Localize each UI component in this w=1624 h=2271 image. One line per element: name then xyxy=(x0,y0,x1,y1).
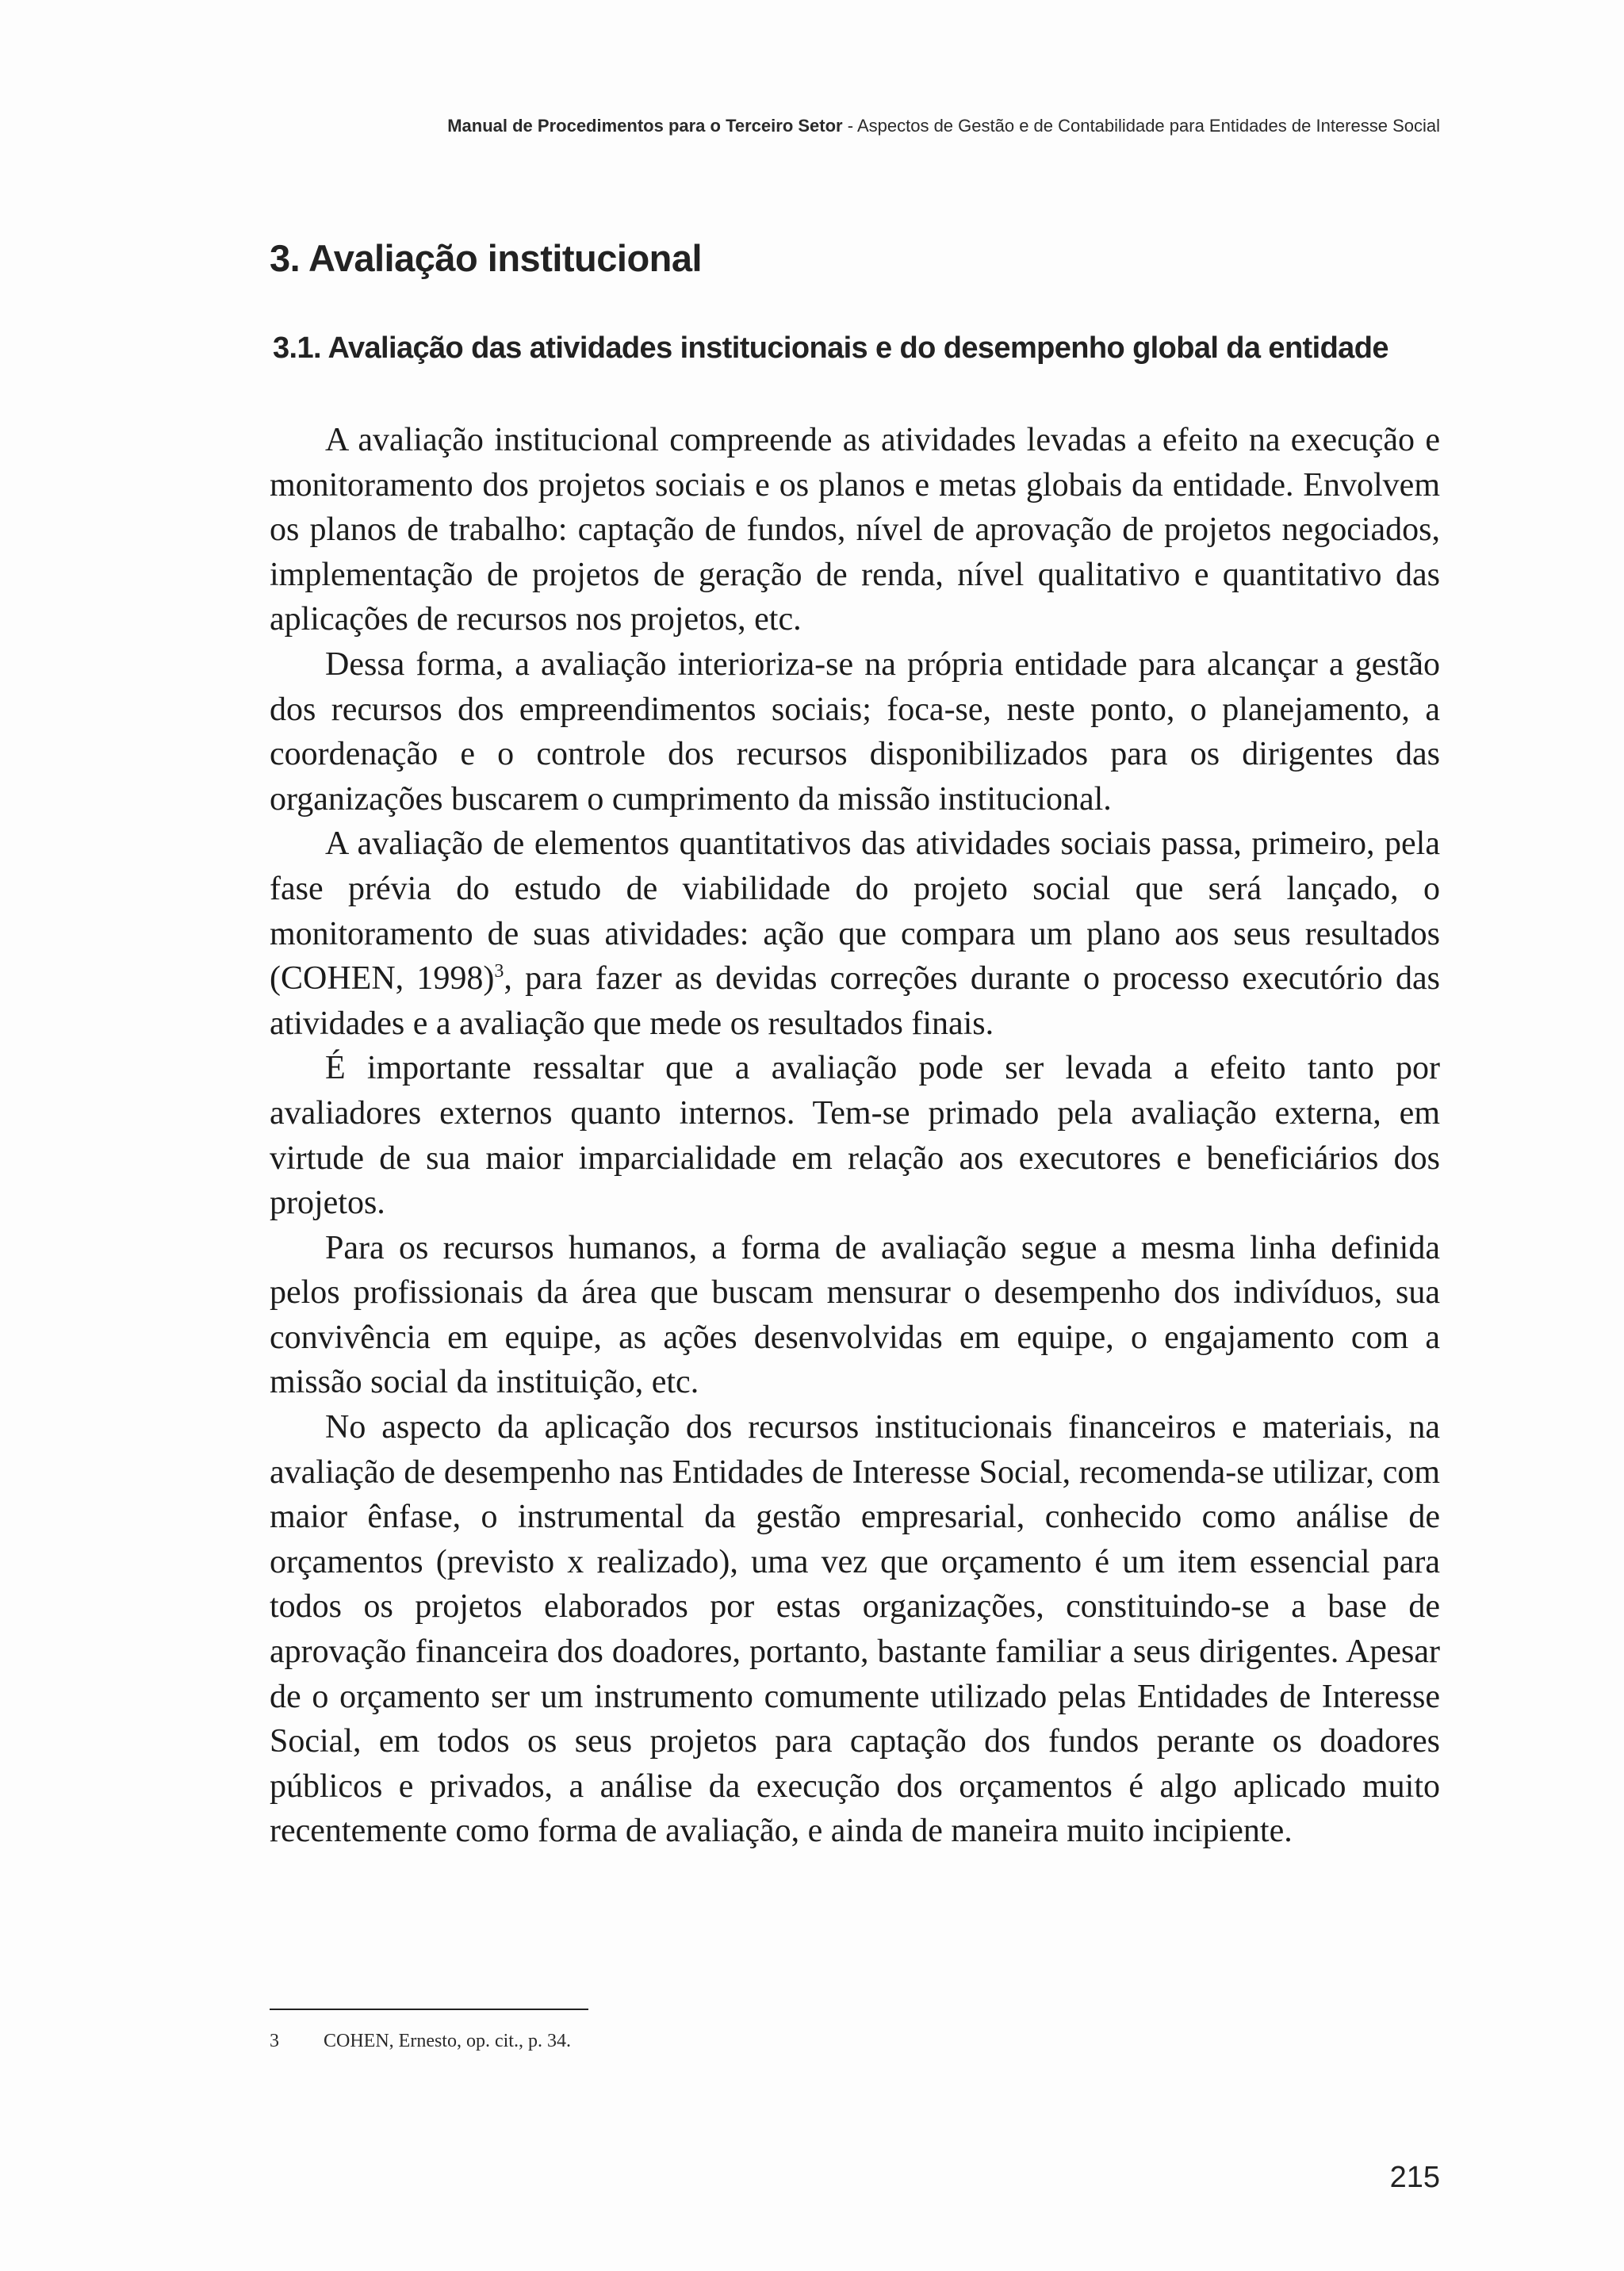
footnote xyxy=(270,2031,571,2052)
chapter-title: 3. Avaliação institucional xyxy=(270,237,703,279)
footnote-divider xyxy=(270,2009,588,2010)
footnote-number: 3 xyxy=(270,2031,279,2051)
paragraph-3-text-after-ref: , para fazer as devidas correções durante o processo executório das atividades e a avaliação que mede os resultados finais. xyxy=(270,960,1441,1042)
paragraph-3 xyxy=(270,821,1440,1046)
section-title: 3.1. Avaliação das atividades institucionais e do desempenho global da entidade xyxy=(273,331,1388,365)
footnote-text: COHEN, Ernesto, op. cit., p. 34. xyxy=(324,2031,571,2051)
paragraph-3-text-before-ref: A avaliação de elementos quantitativos das atividades sociais passa, primeiro, pela fase prévia do estudo de viabilidade do projeto social que será lançado, o monitoramento de suas atividades: ação que compara um plano aos seus resultados (COHEN, 1998) xyxy=(270,825,1440,998)
running-header-title: Manual de Procedimentos para o Terceiro Setor xyxy=(447,116,843,136)
paragraph-4: É importante ressaltar que a avaliação pode ser levada a efeito tanto por avaliadores externos quanto internos. Tem-se primado pela avaliação externa, em virtude de sua maior imparcialidade em relação aos executores e beneficiários dos projetos. xyxy=(270,1050,1440,1222)
paragraph-5: Para os recursos humanos, a forma de avaliação segue a mesma linha definida pelos profissionais da área que buscam mensurar o desempenho dos indivíduos, sua convivência em equipe, as ações desenvolvidas em equipe, o engajamento com a missão social da instituição, etc. xyxy=(270,1229,1440,1401)
paragraph-2: Dessa forma, a avaliação interioriza-se na própria entidade para alcançar a gestão dos recursos dos empreendimentos sociais; foca-se, neste ponto, o planejamento, a coordenação e o controle dos recursos disponibilizados para os dirigentes das organizações buscarem o cumprimento da missão institucional. xyxy=(270,645,1440,818)
paragraph-1: A avaliação institucional compreende as atividades levadas a efeito na execução e monitoramento dos projetos sociais e os planos e metas globais da entidade. Envolvem os planos de trabalho: captação de fundos, nível de aprovação de projetos negociados, implementação de projetos de geração de renda, nível qualitativo e quantitativo das aplicações de recursos nos projetos, etc. xyxy=(270,422,1440,638)
running-header xyxy=(270,116,1440,136)
body-text xyxy=(270,418,1440,1854)
page-number: 215 xyxy=(1389,2161,1440,2194)
footnote-reference[interactable]: 3 xyxy=(494,961,504,982)
running-header-subtitle: - Aspectos de Gestão e de Contabilidade para Entidades de Interesse Social xyxy=(842,116,1440,136)
paragraph-6: No aspecto da aplicação dos recursos institucionais financeiros e materiais, na avaliação de desempenho nas Entidades de Interesse Social, recomenda-se utilizar, com maior ênfase, o instrumental da gestão empresarial, conhecido como análise de orçamentos (previsto x realizado), uma vez que orçamento é um item essencial para todos os projetos elaborados por estas organizações, constituindo-se a base de aprovação financeira dos doadores, portanto, bastante familiar a seus dirigentes. Apesar de o orçamento ser um instrumento comumente utilizado pelas Entidades de Interesse Social, em todos os seus projetos para captação dos fundos perante os doadores públicos e privados, a análise da execução dos orçamentos é algo aplicado muito recentemente como forma de avaliação, e ainda de maneira muito incipiente. xyxy=(270,1409,1440,1850)
